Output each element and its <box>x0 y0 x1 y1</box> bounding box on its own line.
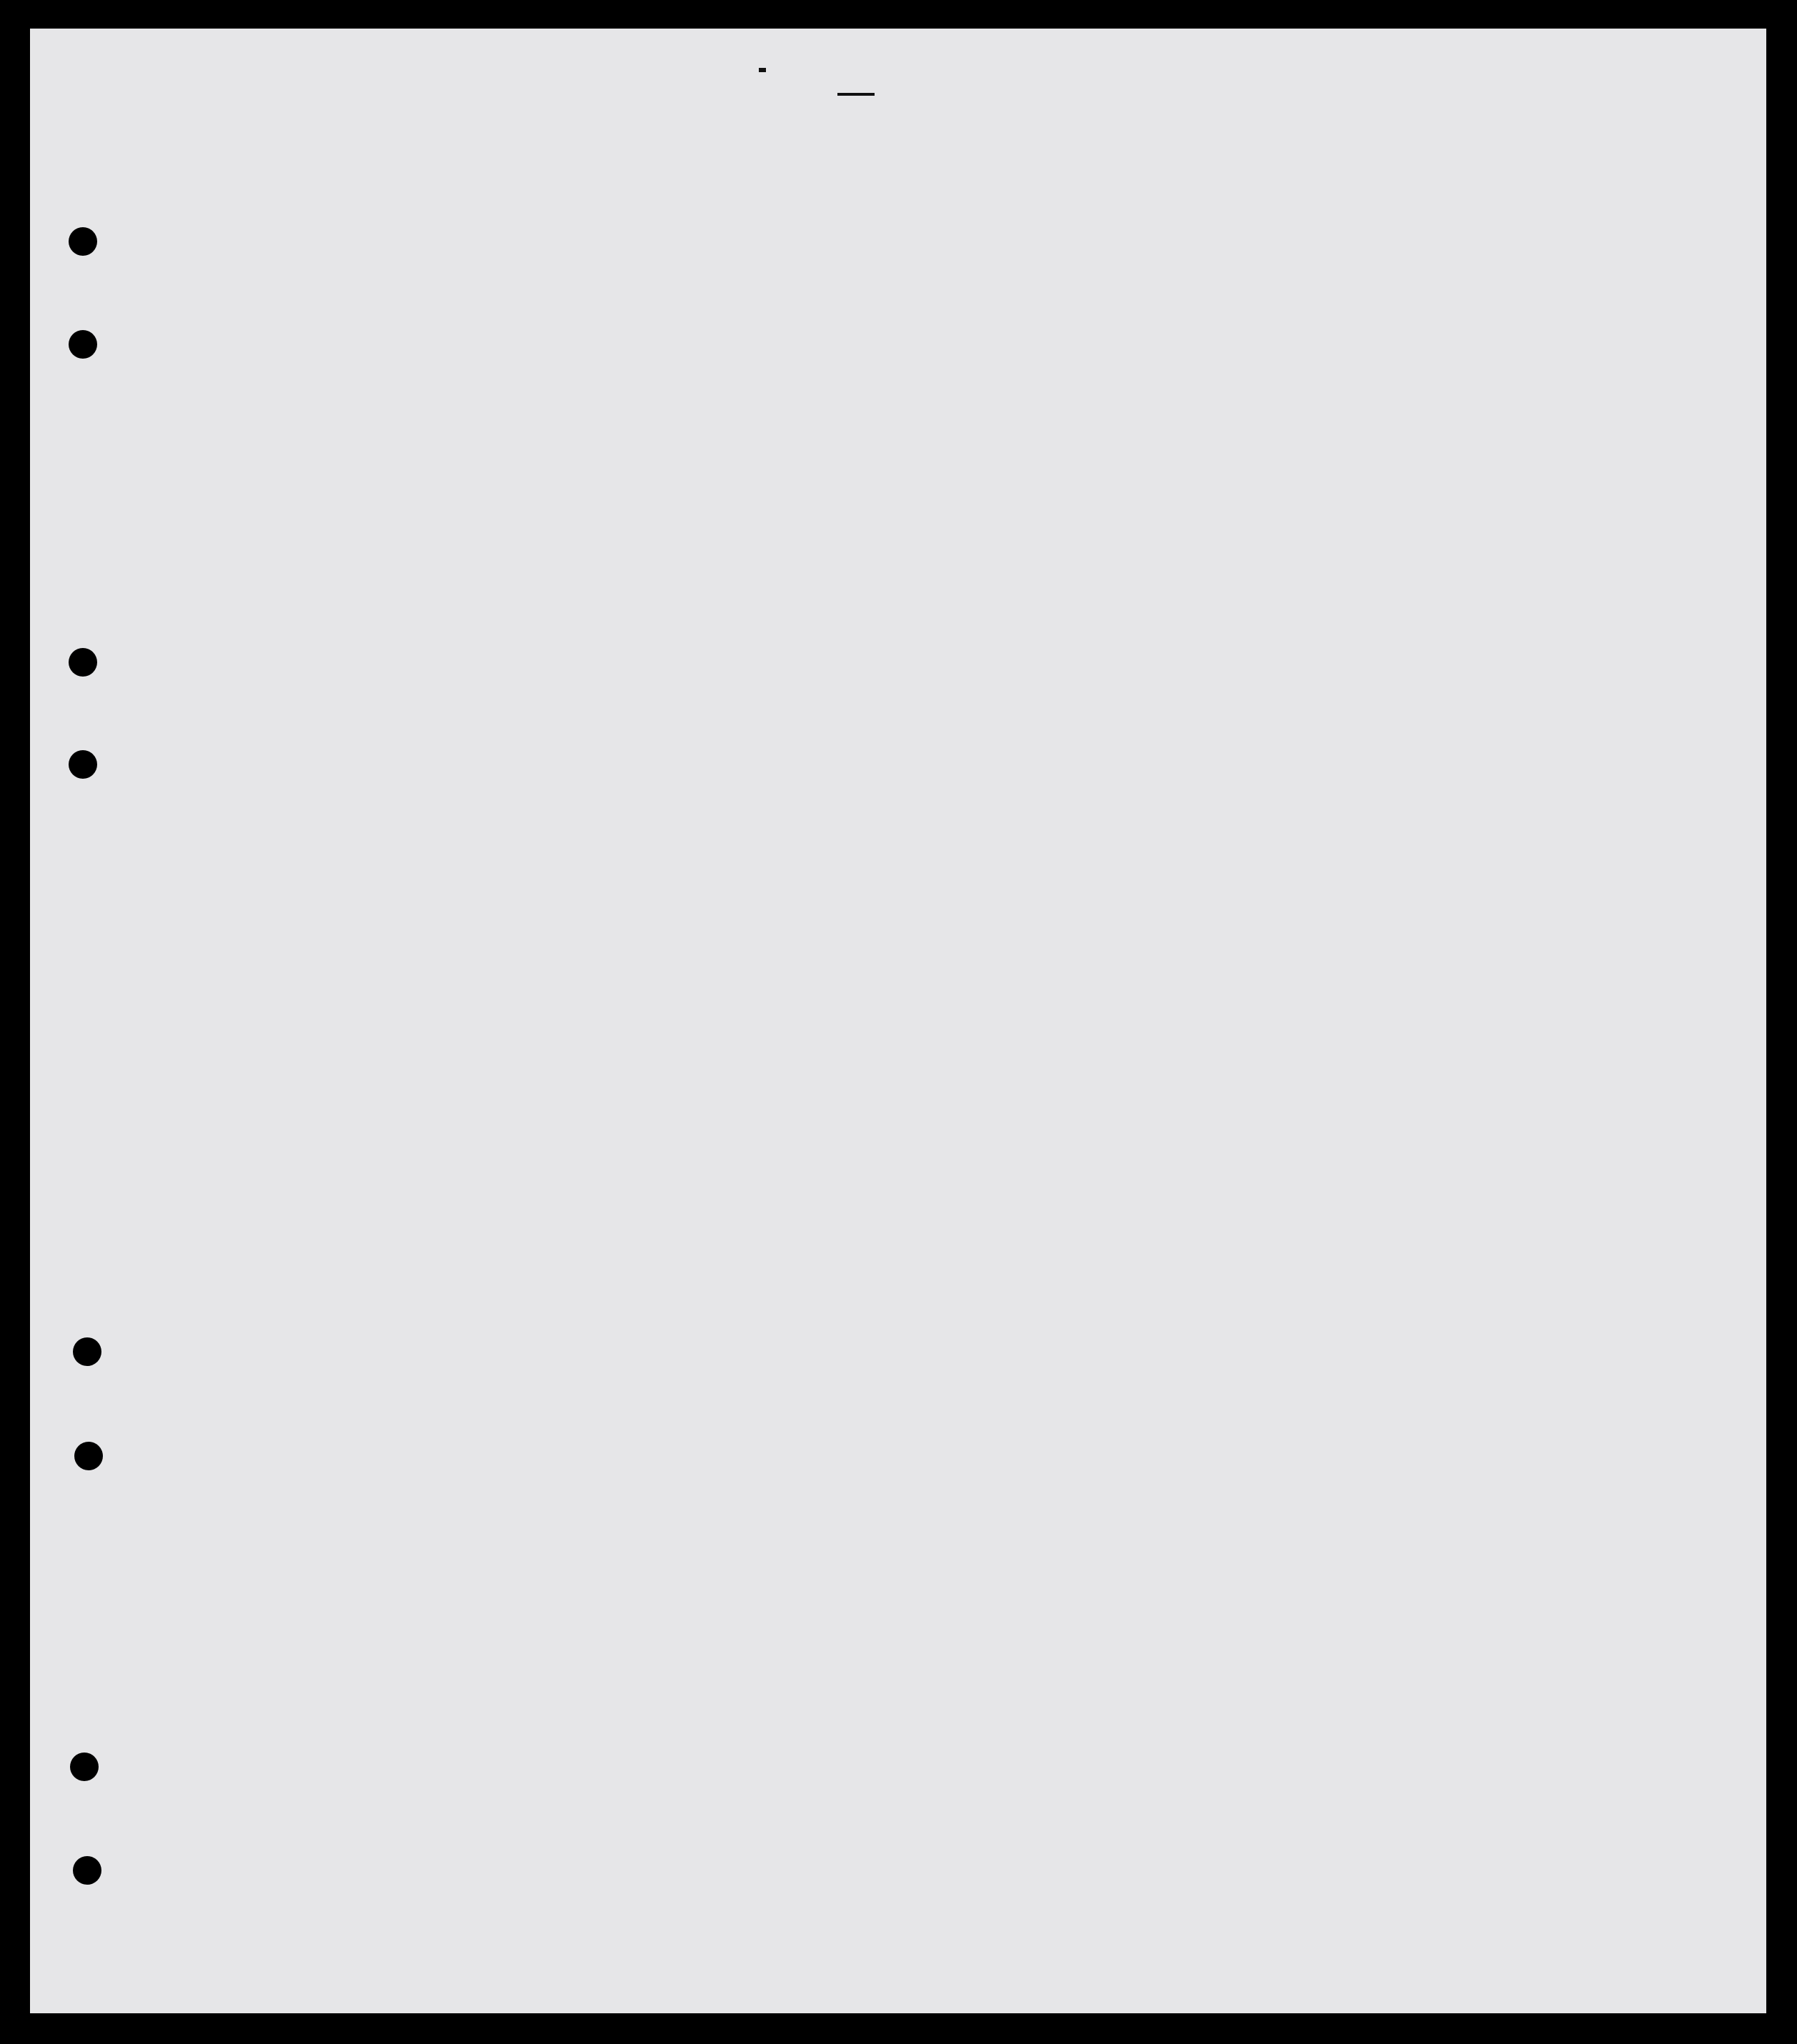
punch-hole <box>70 1753 99 1781</box>
punch-hole <box>69 330 97 359</box>
punch-hole <box>69 648 97 677</box>
punch-hole <box>73 1856 101 1885</box>
punch-hole <box>69 227 97 256</box>
punch-hole <box>73 1337 101 1366</box>
ink-speck <box>759 68 766 72</box>
punch-hole <box>69 750 97 779</box>
punch-hole <box>74 1442 103 1470</box>
ink-dash <box>837 93 875 96</box>
